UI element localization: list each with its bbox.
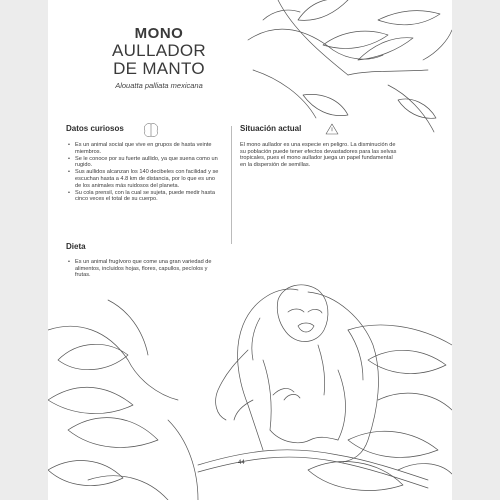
brain-icon-drawing	[144, 124, 157, 137]
species-title	[48, 26, 270, 90]
list-item: • Sus aullidos alcanzan los 140 decibeles con facilidad y se escuchan hasta a 4.8 km de distancia, por lo que es uno de los animales más ruidosos del planeta.	[68, 169, 220, 189]
column-divider	[231, 126, 232, 244]
page-number: 44	[238, 460, 245, 466]
branch-drawing	[198, 450, 428, 480]
status-heading: Situación actual	[240, 124, 302, 133]
list-item: • Se le conoce por su fuerte aullido, ya que suena como un rugido.	[68, 156, 220, 169]
bottom-foliage-drawing	[48, 300, 452, 500]
scientific-name: Alouatta palliata mexicana	[115, 81, 203, 90]
list-item: • Es un animal social que vive en grupos de hasta veinte miembros.	[68, 142, 220, 155]
list-item: • Es un animal frugívoro que come una gran variedad de alimentos, incluidos hojas, flores, capullos, pecíolos y frutas.	[68, 259, 218, 279]
alert-icon-drawing	[326, 124, 338, 134]
list-item: • Su cola prensil, con la cual se sujeta, puede medir hasta cinco veces el total de su cuerpo.	[68, 190, 220, 203]
top-foliage-drawing	[248, 0, 452, 132]
facts-list	[68, 142, 220, 203]
facts-heading: Datos curiosos	[66, 124, 124, 133]
title-line-3: DE MANTO	[113, 59, 205, 78]
title-line-1: MONO	[134, 25, 184, 42]
status-text: El mono aullador es una especie en peligro. La disminución de su población puede tener efectos devastadores para las selvas tropicales, pues el mono aullador juega un papel fundamental en la dispersión de semillas.	[240, 142, 397, 168]
howler-monkey-drawing	[216, 285, 379, 462]
diet-heading: Dieta	[66, 242, 86, 251]
diet-list	[68, 259, 218, 279]
coloring-page	[48, 0, 452, 500]
title-line-2: AULLADOR	[111, 41, 207, 60]
